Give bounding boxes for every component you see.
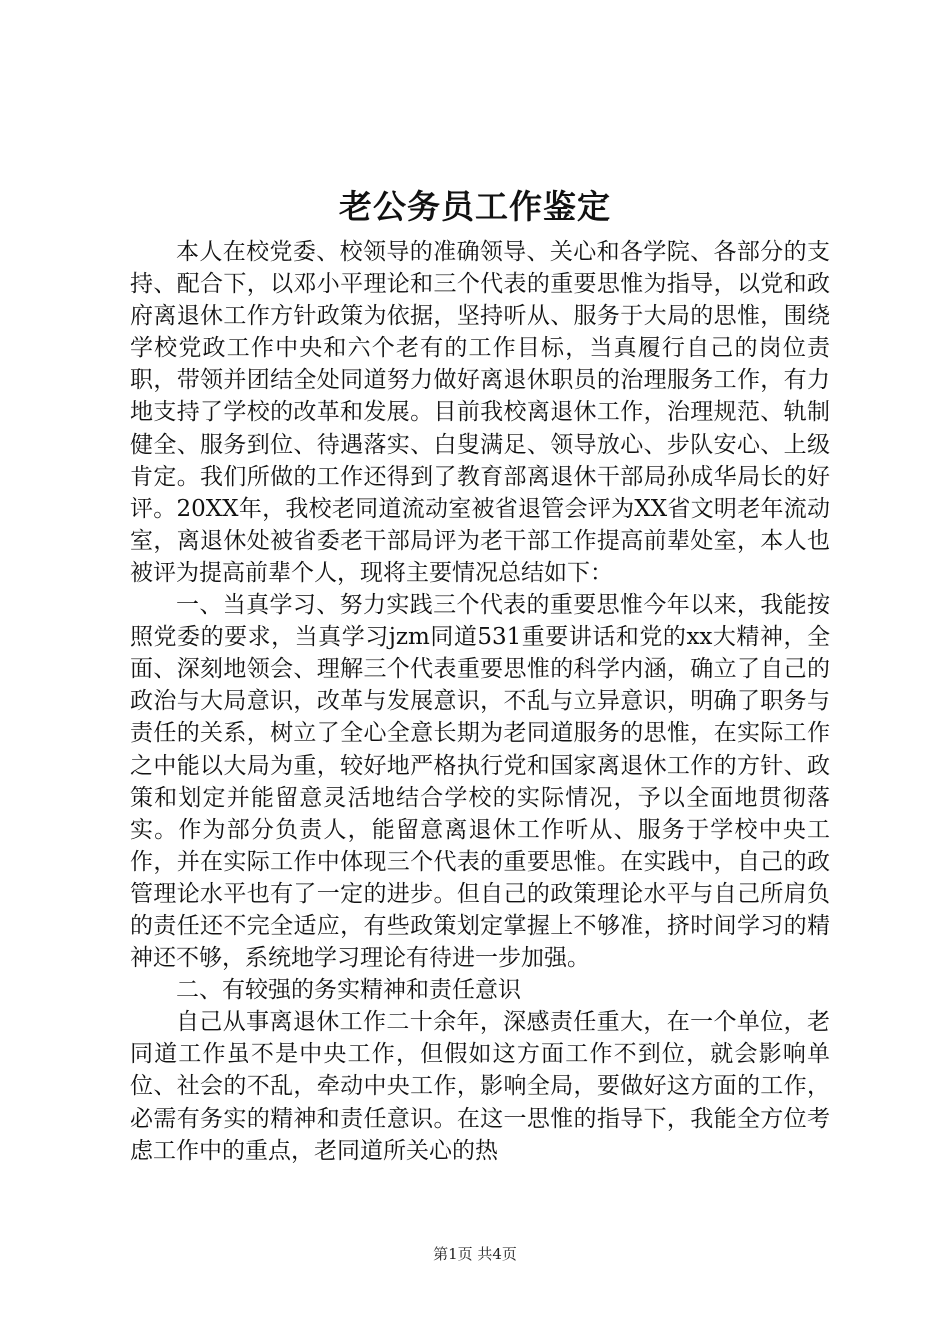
document-body	[130, 236, 830, 1167]
document-title: 老公务员工作鉴定	[339, 187, 611, 226]
page-number-footer: 第1页 共4页	[433, 1245, 517, 1263]
paragraph-intro: 本人在校党委、校领导的准确领导、关心和各学院、各部分的支持、配合下，以邓小平理论和三个代表的重要思惟为指导，以党和政府离退休工作方针政策为依据，坚持听从、服务于大局的思惟，围绕学校党政工作中央和六个老有的工作目标，当真履行自己的岗位责职，带领并团结全处同道努力做好离退休职员的治理服务工作，有力地支持了学校的改革和发展。目前我校离退休工作，治理规范、轨制健全、服务到位、待遇落实、白叟满足、领导放心、步队安心、上级肯定。我们所做的工作还得到了教育部离退休干部局孙成华局长的好评。20XX年，我校老同道流动室被省退管会评为XX省文明老年流动室，离退休处被省委老干部局评为老干部工作提高前辈处室，本人也被评为提高前辈个人，现将主要情况总结如下：	[130, 239, 830, 586]
section-heading-two: 二、有较强的务实精神和责任意识	[176, 977, 521, 1004]
paragraph-section-two: 自己从事离退休工作二十余年，深感责任重大，在一个单位，老同道工作虽不是中央工作，但假如这方面工作不到位，就会影响单位、社会的不乱，牵动中央工作，影响全局，要做好这方面的工作，必需有务实的精神和责任意识。在这一思惟的指导下，我能全方位考虑工作中的重点，老同道所关心的热	[130, 1009, 830, 1164]
paragraph-section-one: 一、当真学习、努力实践三个代表的重要思惟今年以来，我能按照党委的要求，当真学习jzm同道531重要讲话和党的xx大精神，全面、深刻地领会、理解三个代表重要思惟的科学内涵，确立了自己的政治与大局意识，改革与发展意识，不乱与立异意识，明确了职务与责任的关系，树立了全心全意长期为老同道服务的思惟，在实际工作之中能以大局为重，较好地严格执行党和国家离退休工作的方针、政策和划定并能留意灵活地结合学校的实际情况，予以全面地贯彻落实。作为部分负责人，能留意离退休工作听从、服务于学校中央工作，并在实际工作中体现三个代表的重要思惟。在实践中，自己的政管理论水平也有了一定的进步。但自己的政策理论水平与自己所肩负的责任还不完全适应，有些政策划定掌握上不够准，挤时间学习的精神还不够，系统地学习理论有待进一步加强。	[130, 592, 830, 972]
